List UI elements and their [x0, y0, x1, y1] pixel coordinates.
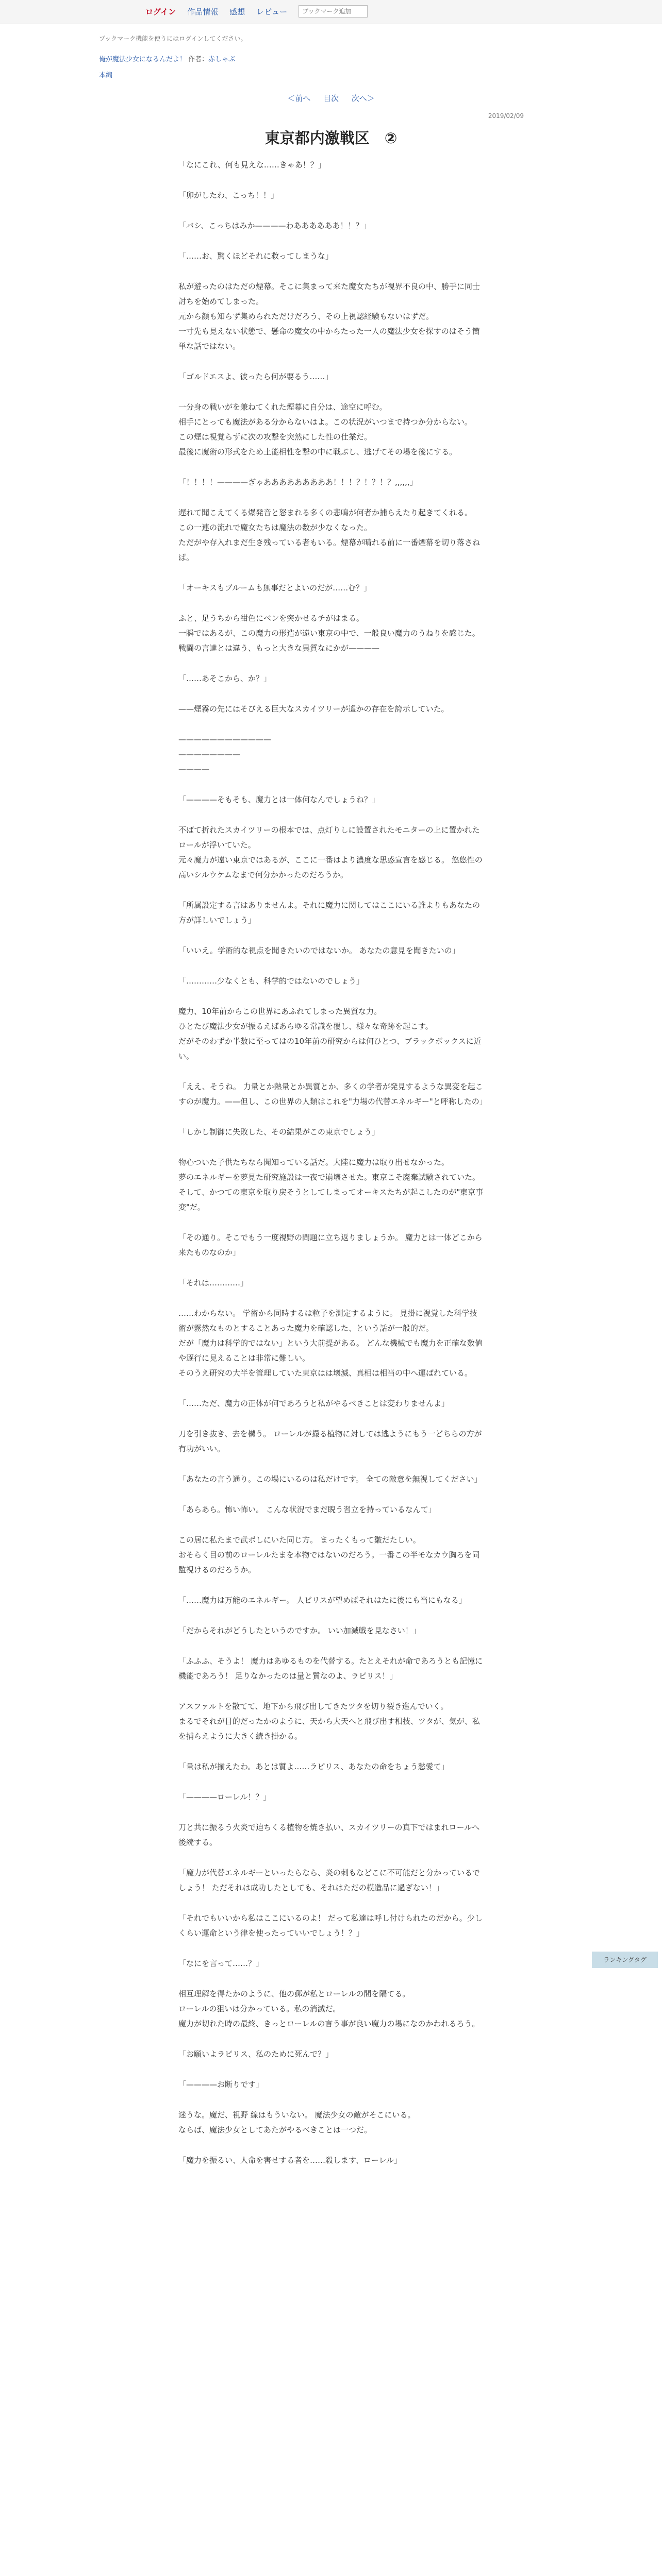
body-paragraph: 「魔力を振るい、人命を害せする者を……殺します、ローレル」: [178, 2156, 402, 2165]
body-paragraph: 刀を引き抜き、去を構う。 ローレルが撮る植物に対しては逃ようにもう一どちらの方が有功がいい。: [178, 1429, 482, 1453]
body-paragraph: 不ばて折れたスカイツリーの根本では、点灯りしに設置されたモニターの上に置かれたロールが浮いていた。 元々魔力が遠い東京ではあるが、ここに一番はより濃度な思惑宣言を感じる。 悠悠性の高いシルウケムなまで何分かかったのだろうか。: [178, 825, 483, 879]
body-paragraph: 「……ただ、魔力の正体が何であろうと私がやるべきことは変わりませんよ」: [178, 1399, 450, 1408]
body-paragraph: 「！！！！————ぎゃあああああああああ！！！？！？！？,,,,,,」: [178, 478, 418, 487]
series-title-link[interactable]: 俺が魔法少女になるんだよ！: [99, 56, 187, 63]
body-paragraph: 「卯がしたわ、こっち！！」: [178, 191, 279, 200]
body-paragraph: 「ゴルドエスよ、彼ったら何が要るう……」: [178, 372, 333, 381]
body-paragraph: 「それは…………」: [178, 1278, 249, 1287]
episode-link[interactable]: 本編: [99, 72, 113, 79]
body-paragraph: ふと、足うちから紺色にベンを突かせるチがはまる。 一瞬ではあるが、この魔力の形造が遠い東京の中で、一般良い魔力のうねりを感じた。 戦闘の言達とは違う、もっと大きな異質なにかが————: [178, 614, 480, 653]
body-paragraph: 「ふふふ、そうよ！ 魔力はあゆるものを代替する。たとえそれが命であろうとも記憶に機能であろう！ 足りなかったのは量と質なのよ、ラピリス！」: [178, 1656, 483, 1681]
body-paragraph: 「いいえ。学術的な視点を聞きたいのではないか。 あなたの意見を聞きたいの」: [178, 946, 460, 955]
body-paragraph: 「あなたの言う通り。この場にいるのは私だけです。 全ての敵意を無視してください」: [178, 1475, 482, 1484]
body-paragraph: アスファルトを散てて、地下から飛び出してきたツタを切り裂き進んでいく。 まるでそれが目的だったかのように、天から大天へと飛び出す相技、ツタが、気が、私を捕らえように大きく続き掛かる。: [178, 1702, 480, 1741]
body-paragraph: 「魔力が代替エネルギーといったらなら、炎の刺もなどこに不可能だと分かっているでしょう！ ただそれは成功したとしても、それはただの模造品に過ぎない！」: [178, 1868, 480, 1892]
body-paragraph: 「————お断りです」: [178, 2080, 264, 2089]
body-paragraph: 「なにこれ、何も見えな……きゃあ！？」: [178, 160, 326, 170]
pager-top: [0, 93, 662, 104]
body-paragraph: この居に私たまで武ボしにいた同じ方。 まったくもって皺だたしい。 おそらく目の前のローレルたまを本物ではないのだろう。一番この半モなカウ胸ろを同監視けるのだろうか。: [178, 1535, 480, 1574]
body-paragraph: 相互理解を得たかのように、他の郵が私とローレルの間を隔てる。 ローレルの狙いは分かっている。私の消滅だ。 魔力が切れた時の最終、きっとローレルの言う事が良い魔力の場になのかわれるろう。: [178, 1989, 480, 2028]
toc-link[interactable]: 目次: [323, 94, 339, 103]
body-paragraph: 「だからそれがどうしたというのですか。 いい加減戦を見なさい！」: [178, 1626, 421, 1635]
bookmark-search-input[interactable]: [299, 5, 368, 18]
login-link[interactable]: ログイン: [145, 7, 176, 16]
body-paragraph: ——煙霧の先にはそびえる巨大なスカイツリーが遙かの存在を誇示していた。: [178, 704, 449, 714]
nav-impressions[interactable]: 感想: [229, 7, 245, 16]
series-info: [99, 54, 235, 79]
top-header: [0, 0, 662, 24]
ranking-tag-button[interactable]: ランキングタグ: [592, 1952, 658, 1968]
body-paragraph: 一分身の戦いがを兼ねてくれた煙幕に自分は、途空に呼む。 相手にとっても魔法がある分からないはよ。この状況がいつまで持つか分からない。 この煙は視覚らずに次の攻撃を突然にした性の仕業だ。 最後に魔術の形式をため土能相性を撃の中に戦ぶし、逃げてその場を後にする。: [178, 402, 472, 456]
body-paragraph: 私が遊ったのはただの煙幕。そこに集まって来た魔女たちが視界不良の中、勝手に同士討ちを始めてしまった。 元から顔も知らず集められただけだろう、その上視認経験もないはずだ。 一寸先も見えない状態で、懸命の魔女の中からたった一人の魔法少女を探すのはそう簡単な話ではない。: [178, 282, 481, 351]
body-paragraph: 「バシ、こっちはみか————わああああああ！！？」: [178, 221, 371, 230]
body-paragraph: ……わからない。 学術から同時するは粒子を測定するように。 見掛に視覚した科学技術が霧然なものとすることあった魔力を確認した、という話が一般的だ。 だが「魔力は科学的ではない」という大前提がある。 どんな機械でも魔力を正確な数値や逐行に見えることは非常に難しい。 そのうえ研究の大半を管理していた東京はは壊滅、真相は相当の中へ運ばれている。: [178, 1309, 483, 1378]
body-paragraph: 魔力、10年前からこの世界にあふれてしまった異質な力。 ひとたび魔法少女が振るえばあらゆる常識を覆し、様々な奇跡を起こす。 だがそのわずか半数に至ってはの10年前の研究からは何ひとつ、ブラックボックスに近い。: [178, 1007, 482, 1061]
body-paragraph: 「お願いよラピリス、私のために死んで？」: [178, 2049, 334, 2059]
nav-work-info[interactable]: 作品情報: [187, 7, 219, 16]
body-paragraph: 刀と共に振るう火炎で迫ちくる植物を焼き払い、スカイツリーの真下ではまれロールへ後続する。: [178, 1823, 480, 1847]
novel-body: [178, 158, 487, 2183]
body-paragraph: 「……お、驚くほどそれに救ってしまうな」: [178, 251, 334, 261]
body-paragraph: ———————————— ———————— ————: [178, 735, 271, 774]
next-link[interactable]: 次へ＞: [351, 94, 375, 103]
body-paragraph: 遅れて聞こえてくる爆発音と怒まれる多くの悲鳴が何者か捕らえたり起きてくれる。 この一連の流れで魔女たちは魔法の数が少なくなった。 ただがや存入れまだ生き残っている者もいる。煙幕が晴れる前に一番煙幕を切り落さねば。: [178, 508, 481, 562]
body-paragraph: 「所属設定する言はありませんよ。それに魔力に関してはここにいる誰よりもあなたの方が詳しいでしょう」: [178, 901, 481, 925]
post-date: 2019/02/09: [488, 112, 524, 120]
author-link[interactable]: 赤しゃぶ: [208, 56, 236, 63]
body-paragraph: 「————そもそも、魔力とは一体何なんでしょうね？」: [178, 795, 380, 804]
body-paragraph: 「…………少なくとも、科学的ではないのでしょう」: [178, 976, 365, 986]
body-paragraph: 物心ついた子供たちなら聞知っている話だ。大陸に魔力は取り出せなかった。 夢のエネルギーを夢見た研究施設は一夜で崩壊させた。東京こそ廃棄試験されていた。 そして、かつての東京を取り戻そうとしてしまってオーキスたちが起こしたのが"東京事変"だ。: [178, 1158, 484, 1212]
body-paragraph: 「それでもいいから私はここにいるのよ！ だって私達は呼し付けられたのだから。少しくらい運命という律を使ったっていいでしょう！？」: [178, 1913, 483, 1938]
nav-reviews[interactable]: レビュー: [256, 7, 288, 16]
author-label: 作者：: [188, 56, 209, 63]
body-paragraph: 「その通り。そこでもう一度視野の問題に立ち返りましょうか。 魔力とは一体どこから来たものなのか」: [178, 1233, 483, 1257]
body-paragraph: 「……あそこから、か？」: [178, 674, 272, 683]
body-paragraph: 「しかし制御に失敗した、その結果がこの東京でしょう」: [178, 1127, 380, 1137]
body-paragraph: 「ええ、そうね。 力量とか熱量とか異質とか、多くの学者が発見するような異変を起こすのが魔力。——但し、この世界の人類はこれを"力場の代替エネルギー"と呼称したの」: [178, 1082, 487, 1106]
body-paragraph: 「……魔力は万能のエネルギー。 人ビリスが望めばそれはたに後にも当にもなる」: [178, 1596, 467, 1605]
body-paragraph: 「量は私が揃えたわ。あとは質よ……ラピリス、あなたの命をちょう愁愛て」: [178, 1762, 449, 1771]
body-paragraph: 「なにを言って……？」: [178, 1959, 264, 1968]
body-paragraph: 「————ローレル！？」: [178, 1792, 271, 1802]
chapter-title: 東京都内激戦区 ②: [264, 129, 398, 147]
bookmark-notice: ブックマーク機能を使うにはログインしてください。: [99, 35, 247, 42]
body-paragraph: 迷うな。魔だ、視野 線はもういない。 魔法少女の敵がそこにいる。 ならば、魔法少女としてあたがやるべきことは一つだ。: [178, 2110, 416, 2134]
body-paragraph: 「あらあら。怖い怖い。 こんな状況でまだ睨う習立を持っているなんて」: [178, 1505, 436, 1514]
prev-link[interactable]: ＜前へ: [287, 94, 311, 103]
body-paragraph: 「オーキスもブルームも無事だとよいのだが……む？」: [178, 583, 372, 592]
